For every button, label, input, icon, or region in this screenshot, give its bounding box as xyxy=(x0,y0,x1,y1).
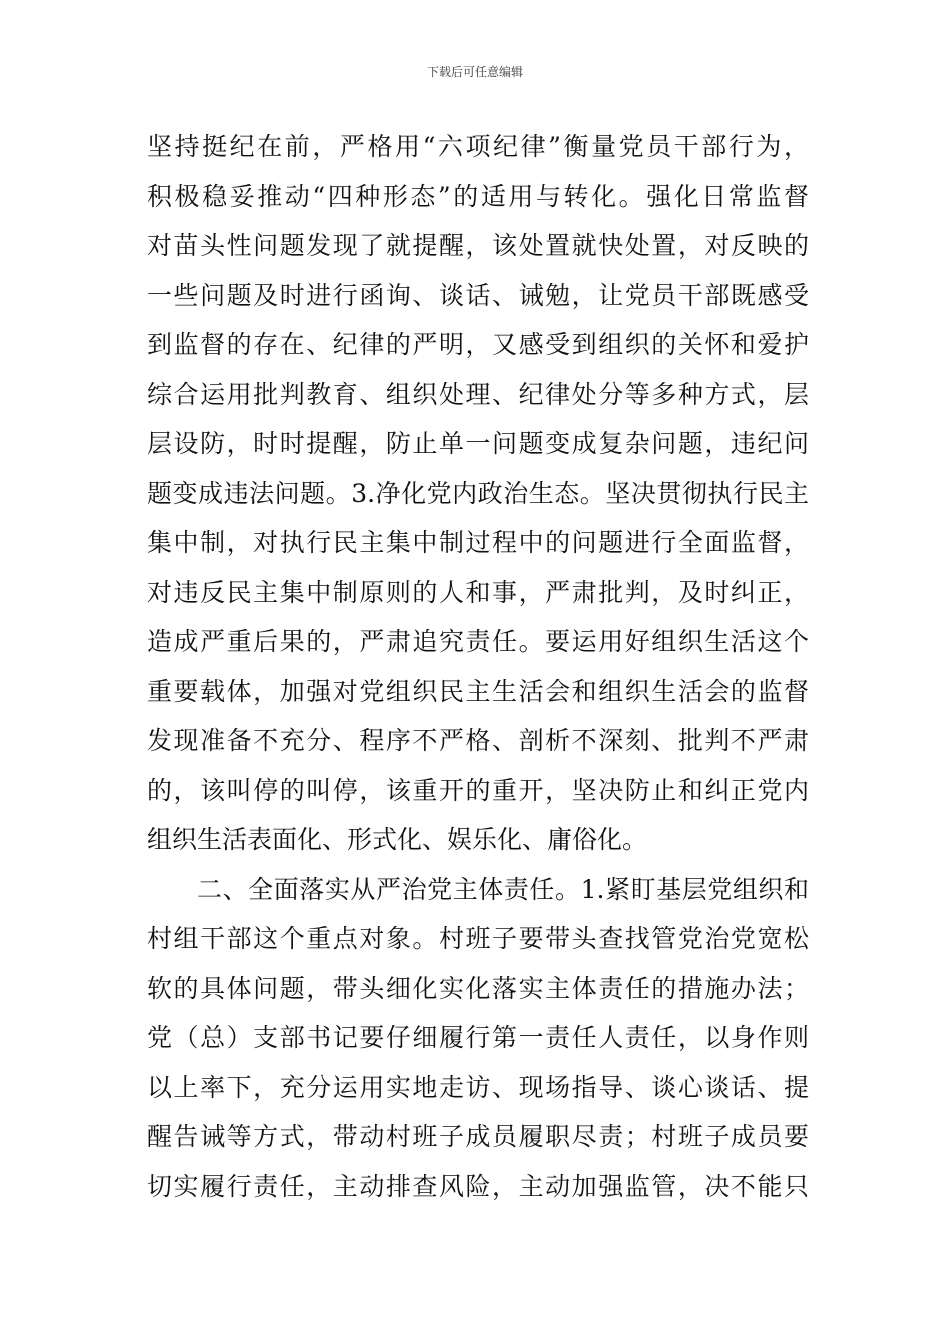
text-line: 党（总）支部书记要仔细履行第一责任人责任，以身作则 xyxy=(147,1023,809,1052)
text-line: 以上率下，充分运用实地走访、现场指导、谈心谈话、提 xyxy=(147,1072,809,1102)
text-line: 软的具体问题，带头细化实化落实主体责任的措施办法； xyxy=(147,973,809,1003)
text-line: 的，该叫停的叫停，该重开的重开，坚决防止和纠正党内 xyxy=(147,775,809,805)
text-line: 坚持挺纪在前，严格用“六项纪律”衡量党员干部行为， xyxy=(147,132,809,161)
text-line: 村组干部这个重点对象。村班子要带头查找管党治党宽松 xyxy=(147,924,809,953)
text-line: 造成严重后果的，严肃追究责任。要运用好组织生活这个 xyxy=(147,627,809,656)
text-line: 积极稳妥推动“四种形态”的适用与转化。强化日常监督 xyxy=(147,181,809,211)
text-line: 集中制，对执行民主集中制过程中的问题进行全面监督， xyxy=(147,528,809,557)
text-line: 综合运用批判教育、组织处理、纪律处分等多种方式，层 xyxy=(147,379,809,409)
text-line: 对违反民主集中制原则的人和事，严肃批判，及时纠正， xyxy=(147,577,809,607)
text-line: 对苗头性问题发现了就提醒，该处置就快处置，对反映的 xyxy=(147,231,809,260)
header-note: 下载后可任意编辑 xyxy=(426,65,523,79)
text-line: 切实履行责任，主动排查风险，主动加强监管，决不能只 xyxy=(147,1171,809,1201)
text-line: 发现准备不充分、程序不严格、剖析不深刻、批判不严肃 xyxy=(147,726,809,755)
text-line: 一些问题及时进行函询、谈话、诫勉，让党员干部既感受 xyxy=(147,280,809,310)
text-line: 组织生活表面化、形式化、娱乐化、庸俗化。 xyxy=(147,825,648,854)
text-line: 题变成违法问题。3.净化党内政治生态。坚决贯彻执行民主 xyxy=(147,478,809,508)
text-line: 二、全面落实从严治党主体责任。1.紧盯基层党组织和 xyxy=(197,874,809,904)
body-text xyxy=(147,122,809,1211)
text-line: 重要载体，加强对党组织民主生活会和组织生活会的监督 xyxy=(147,676,809,706)
text-line: 层设防，时时提醒，防止单一问题变成复杂问题，违纪问 xyxy=(147,429,809,458)
text-line: 醒告诫等方式，带动村班子成员履职尽责；村班子成员要 xyxy=(147,1122,809,1151)
text-line: 到监督的存在、纪律的严明，又感受到组织的关怀和爱护 xyxy=(147,330,809,359)
